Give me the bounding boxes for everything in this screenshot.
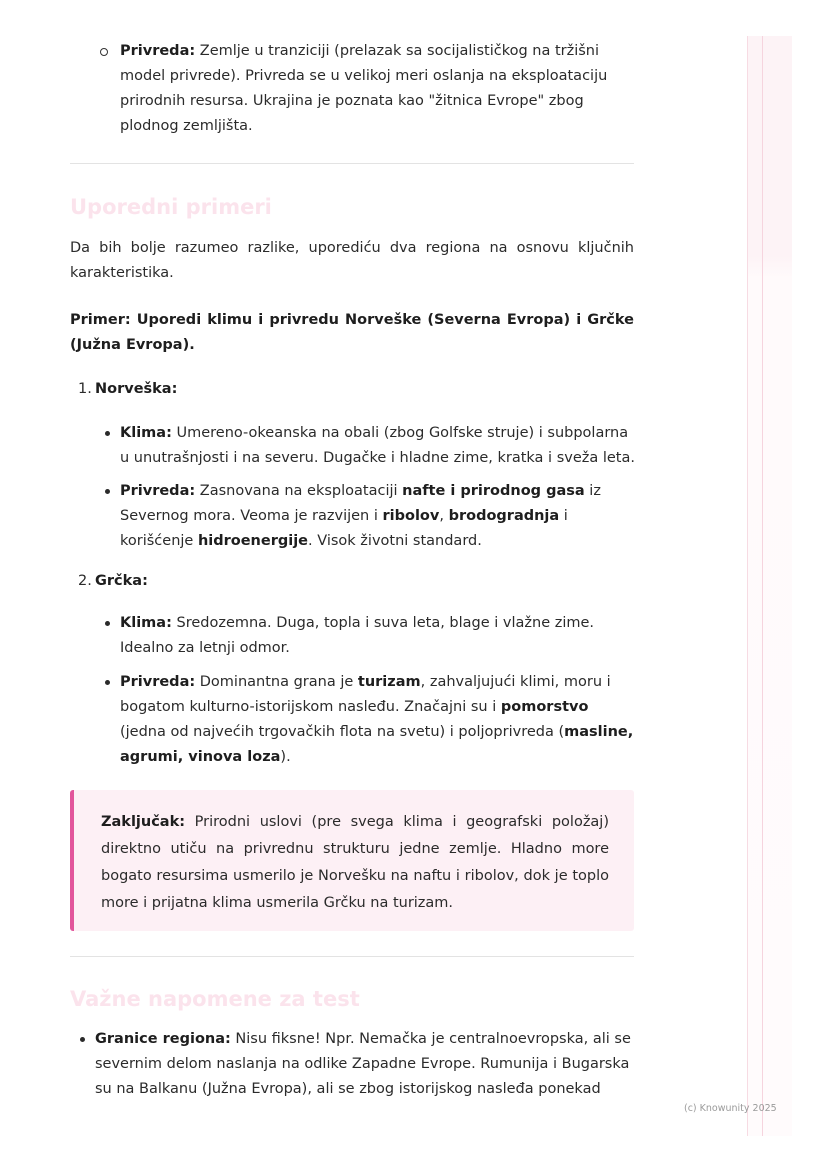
text-segment: Zasnovana na eksploataciji: [199, 483, 403, 499]
bullet-icon: [105, 621, 110, 626]
footer-copyright: (c) Knowunity 2025: [684, 1103, 777, 1114]
bold-segment: ribolov: [382, 508, 440, 524]
sidebar-strip: [747, 36, 792, 1136]
item-label: Granice regiona:: [95, 1031, 231, 1047]
text-segment: ,: [439, 508, 449, 524]
bullet-icon: [80, 1037, 85, 1042]
list-item-klima-norveska: [120, 421, 636, 471]
example-heading: Primer: Uporedi klimu i privredu Norveške (Severna Evropa) i Grčke (Južna Evropa).: [70, 312, 634, 353]
text-segment: Dominantna grana je: [199, 674, 358, 690]
bold-segment: masline, agrumi, vinova loza: [120, 724, 634, 765]
item-label: Privreda:: [120, 674, 196, 690]
item-text: Nisu fiksne! Npr. Nemačka je centralnoevropska, ali se severnim delom naslanja na odlike Zapadne Evrope. Rumunija i Bugarska su na Balkanu (Južna Evropa), ali se zbog istorijskog nasleđa ponekad: [95, 1031, 631, 1097]
bold-segment: nafte i prirodnog gasa: [402, 483, 585, 499]
bullet-icon: [105, 489, 110, 494]
text-segment: , zahvaljujući klimi, moru i bogatom kulturno-istorijskom nasleđu. Značajni su i: [120, 674, 611, 715]
item-text: Umereno-okeanska na obali (zbog Golfske struje) i subpolarna u unutrašnjosti i na severu. Dugačke i hladne zime, kratka i sveža leta.: [120, 425, 635, 466]
list-item-privreda-norveska: [120, 479, 636, 554]
item-label: Klima:: [120, 425, 172, 441]
item-label: Privreda:: [120, 43, 196, 59]
item-label: Klima:: [120, 615, 172, 631]
section-title-vazne-napomene: Važne napomene za test: [70, 987, 360, 1011]
item-text: Zemlje u tranziciji (prelazak sa socijalističkog na tržišni model privrede). Privreda se u velikoj meri oslanja na eksploataciju prirodnih resursa. Ukrajina je poznata kao "žitnica Evrope" zbog plodnog zemljišta.: [120, 43, 608, 134]
bullet-icon: [105, 680, 110, 685]
callout-body: Prirodni uslovi (pre svega klima i geografski položaj) direktno utiču na privrednu strukturu jedne zemlje. Hladno more bogato resursima usmerilo je Norvešku na naftu i ribolov, dok je toplo more i prijatna klima usmerila Grčku na turizam.: [101, 814, 609, 911]
conclusion-callout: [70, 790, 634, 931]
text-segment: i korišćenje: [120, 508, 568, 549]
bullet-icon: [105, 431, 110, 436]
list-item-privreda-grcka: [120, 670, 636, 770]
text-segment: iz Severnog mora. Veoma je razvijen i: [120, 483, 601, 524]
list-item-granice-regiona: [95, 1027, 636, 1102]
item-number: 1.: [78, 381, 92, 397]
divider: [70, 163, 634, 164]
list-item-klima-grcka: [120, 611, 636, 661]
text-segment: (jedna od najvećih trgovačkih flota na svetu) i poljoprivreda (: [120, 724, 565, 740]
item-number: 2.: [78, 573, 92, 589]
section-intro: Da bih bolje razumeo razlike, uporediću dva regiona na osnovu ključnih karakteristika.: [70, 240, 634, 281]
section-title-uporedni-primeri: Uporedni primeri: [70, 195, 272, 219]
bold-segment: turizam: [357, 674, 421, 690]
callout-label: Zaključak:: [101, 814, 186, 830]
sidebar-divider: [762, 36, 763, 1136]
bold-segment: hidroenergije: [197, 533, 309, 549]
circle-bullet-icon: [100, 48, 108, 56]
divider: [70, 956, 634, 957]
text-segment: . Visok životni standard.: [308, 533, 482, 549]
item-text: Sredozemna. Duga, topla i suva leta, blage i vlažne zime. Idealno za letnji odmor.: [120, 615, 595, 656]
callout-text: [101, 809, 609, 917]
item-name: Grčka:: [95, 573, 148, 589]
bold-segment: pomorstvo: [500, 699, 589, 715]
bold-segment: brodogradnja: [448, 508, 560, 524]
list-item-privreda-intro: [120, 39, 640, 139]
item-name: Norveška:: [95, 381, 178, 397]
text-segment: ).: [280, 749, 291, 765]
item-label: Privreda:: [120, 483, 196, 499]
